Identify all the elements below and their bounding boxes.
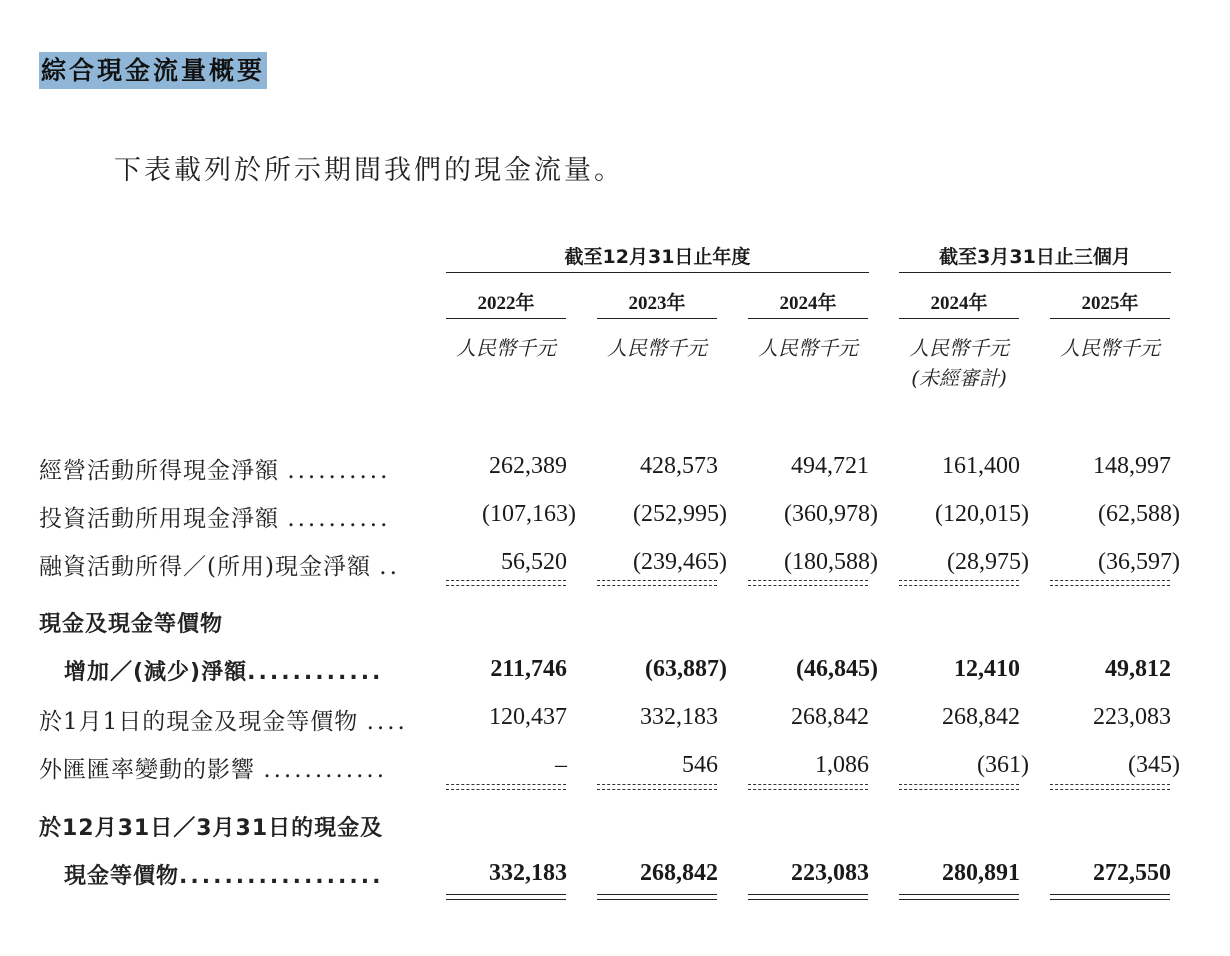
subtotal-rule xyxy=(597,580,717,586)
table-cell: 428,573 xyxy=(640,453,718,479)
table-cell: 272,550 xyxy=(1093,860,1171,886)
row-label-financing: 融資活動所得／(所用)現金淨額 .. xyxy=(39,554,400,580)
subtotal-rule xyxy=(597,784,717,790)
table-cell: (46,845) xyxy=(796,656,878,682)
table-cell: (360,978) xyxy=(784,501,878,527)
total-double-rule xyxy=(597,894,717,900)
table-cell: 268,842 xyxy=(640,860,718,886)
year-header-2025-q1: 2025年 xyxy=(1050,288,1170,319)
row-label-opening-balance: 於1月1日的現金及現金等價物 .... xyxy=(39,709,408,735)
unaudited-note: (未經審計) xyxy=(911,366,1007,390)
table-cell: 148,997 xyxy=(1093,453,1171,479)
subtotal-rule xyxy=(1050,580,1170,586)
table-cell: 332,183 xyxy=(640,704,718,730)
unit-label: 人民幣千元 xyxy=(607,336,707,360)
total-double-rule xyxy=(748,894,868,900)
year-header-2024-q1: 2024年 xyxy=(899,288,1019,319)
unit-label: 人民幣千元 xyxy=(456,336,556,360)
table-cell: (345) xyxy=(1128,752,1180,778)
subtotal-rule xyxy=(446,784,566,790)
year-header-2024: 2024年 xyxy=(748,288,868,319)
table-cell: (252,995) xyxy=(633,501,727,527)
row-label-closing-heading: 於12月31日／3月31日的現金及 xyxy=(39,816,384,841)
table-cell: – xyxy=(555,752,567,778)
table-cell: 211,746 xyxy=(490,656,567,682)
table-cell: 546 xyxy=(682,752,718,778)
table-cell: 223,083 xyxy=(791,860,869,886)
total-double-rule xyxy=(1050,894,1170,900)
table-cell: 12,410 xyxy=(954,656,1020,682)
row-label-fx-effect: 外匯匯率變動的影響 ............ xyxy=(39,757,388,783)
table-cell: (120,015) xyxy=(935,501,1029,527)
table-cell: 268,842 xyxy=(791,704,869,730)
subtotal-rule xyxy=(748,580,868,586)
table-cell: (28,975) xyxy=(947,549,1029,575)
table-cell: 494,721 xyxy=(791,453,869,479)
total-double-rule xyxy=(899,894,1019,900)
unit-label xyxy=(899,333,1019,393)
subtotal-rule xyxy=(899,580,1019,586)
year-header-2023: 2023年 xyxy=(597,288,717,319)
table-cell: (36,597) xyxy=(1098,549,1180,575)
unit-label-text: 人民幣千元 xyxy=(909,336,1009,360)
table-cell: 161,400 xyxy=(942,453,1020,479)
unit-label: 人民幣千元 xyxy=(1060,336,1160,360)
row-label-investing: 投資活動所用現金淨額 .......... xyxy=(39,506,391,532)
column-group-quarterly: 截至3月31日止三個月 xyxy=(899,242,1171,273)
subtotal-rule xyxy=(899,784,1019,790)
table-cell: 56,520 xyxy=(501,549,567,575)
subtotal-rule xyxy=(446,580,566,586)
table-cell: (239,465) xyxy=(633,549,727,575)
subtotal-rule xyxy=(1050,784,1170,790)
total-double-rule xyxy=(446,894,566,900)
row-label-operating: 經營活動所得現金淨額 .......... xyxy=(39,458,391,484)
table-cell: 223,083 xyxy=(1093,704,1171,730)
table-cell: 120,437 xyxy=(489,704,567,730)
intro-paragraph: 下表載列於所示期間我們的現金流量。 xyxy=(114,155,624,186)
table-cell: 332,183 xyxy=(489,860,567,886)
unit-label: 人民幣千元 xyxy=(758,336,858,360)
year-header-2022: 2022年 xyxy=(446,288,566,319)
subtotal-rule xyxy=(748,784,868,790)
table-cell: (107,163) xyxy=(482,501,576,527)
table-cell: (361) xyxy=(977,752,1029,778)
section-heading: 綜合現金流量概要 xyxy=(39,52,267,89)
table-cell: (180,588) xyxy=(784,549,878,575)
table-cell: 280,891 xyxy=(942,860,1020,886)
table-cell: 262,389 xyxy=(489,453,567,479)
table-cell: (62,588) xyxy=(1098,501,1180,527)
table-cell: 1,086 xyxy=(815,752,869,778)
column-group-annual: 截至12月31日止年度 xyxy=(446,242,869,273)
table-cell: 268,842 xyxy=(942,704,1020,730)
table-cell: (63,887) xyxy=(645,656,727,682)
row-label-closing-balance: 現金等價物.................. xyxy=(64,864,384,889)
row-label-net-change: 增加／(減少)淨額............ xyxy=(64,660,384,685)
row-label-cash-equivalents: 現金及現金等價物 xyxy=(39,612,224,637)
table-cell: 49,812 xyxy=(1105,656,1171,682)
